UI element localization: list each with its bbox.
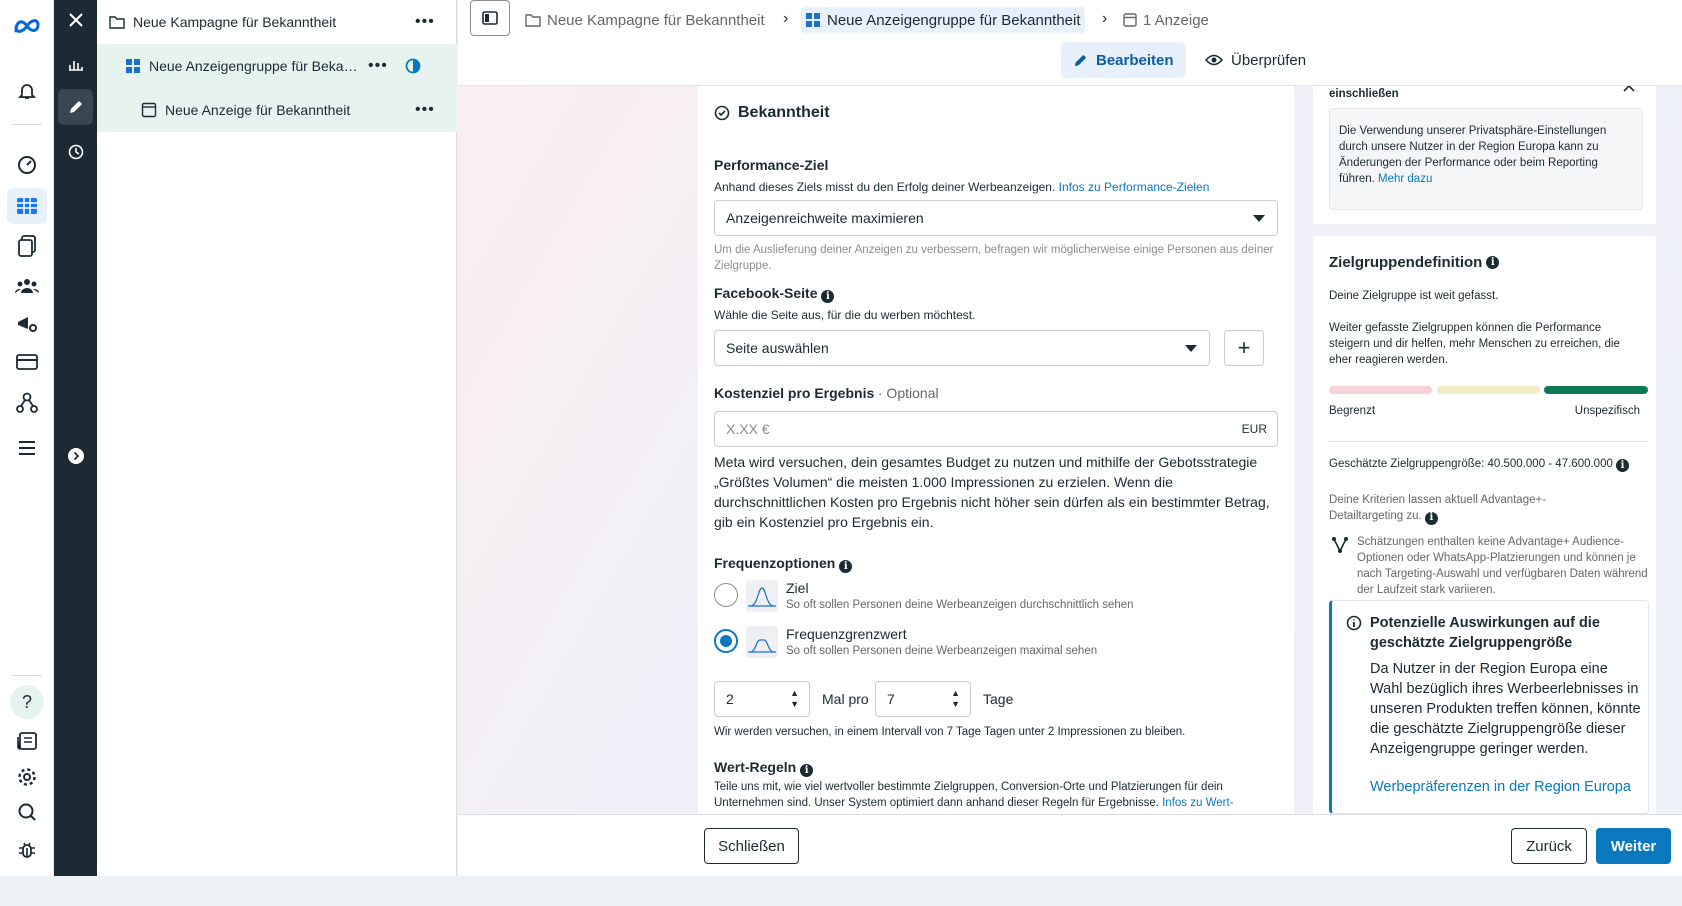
expand-panel-icon[interactable] <box>58 438 93 474</box>
edit-pencil-icon[interactable] <box>58 89 93 125</box>
breadcrumb-ad-label: 1 Anzeige <box>1143 11 1209 29</box>
billing-card-icon[interactable] <box>7 344 47 380</box>
range-left-label: Begrenzt <box>1329 405 1376 417</box>
performance-goal-title: Performance-Ziel <box>714 157 829 173</box>
privacy-text: Die Verwendung unserer Privatsphäre-Einstellungen durch unsere Nutzer in der Region Europa kann zu Änderungen der Performance oder beim Reporting führen. <box>1339 125 1607 185</box>
info-icon[interactable]: i <box>1616 459 1629 472</box>
cost-goal-input[interactable] <box>714 411 1278 447</box>
frequency-target-label: Ziel <box>786 580 809 596</box>
audience-title: Zielgruppendefinition <box>1329 254 1483 271</box>
facebook-page-desc: Wähle die Seite aus, für die du werben möchtest. <box>714 308 976 322</box>
currency-label: EUR <box>1241 422 1267 436</box>
audience-description: Weiter gefasste Zielgruppen können die Performance steigern und dir helfen, mehr Menschen zu erreichen, die eher reagieren werden. <box>1329 322 1620 366</box>
eye-icon <box>1205 54 1223 66</box>
close-icon[interactable] <box>1623 86 1635 92</box>
estimate-note-rest: und können je nach Targeting-Auswahl und verfügbaren Daten während der Laufzeit stark variieren. <box>1357 552 1648 596</box>
audiences-icon[interactable] <box>7 268 47 304</box>
business-tools-icon[interactable] <box>7 385 47 421</box>
add-page-button[interactable] <box>1224 330 1264 366</box>
ad-preferences-link[interactable]: Werbepräferenzen in der Region Europa <box>1370 779 1631 795</box>
days-label: Tage <box>983 691 1014 707</box>
criteria-text: Deine Kriterien lassen aktuell Advantage+-Detailtargeting zu. <box>1329 494 1547 522</box>
megaphone-settings-icon[interactable] <box>7 306 47 342</box>
history-clock-icon[interactable] <box>58 134 93 170</box>
facebook-page-title <box>714 285 834 303</box>
toggle-panel-button[interactable] <box>470 0 510 36</box>
chevron-right-icon: › <box>1102 10 1108 27</box>
settings-gear-icon[interactable] <box>7 759 47 795</box>
info-icon[interactable]: i <box>800 764 813 777</box>
panel-toggle-icon <box>482 11 498 25</box>
adset-settings-card <box>698 86 1294 814</box>
review-button-label: Überprüfen <box>1231 51 1307 69</box>
next-button[interactable]: Weiter <box>1596 828 1671 864</box>
performance-goal-note: Um die Auslieferung deiner Anzeigen zu verbessern, befragen wir möglicherweise einige Personen aus deiner Zielgruppe. <box>714 244 1274 272</box>
frequency-cap-label: Frequenzgrenzwert <box>786 626 907 642</box>
frequency-cap-curve-icon <box>746 626 778 658</box>
estimate-note-bold: Schätzungen enthalten keine Advantage+ Audience-Optionen oder WhatsApp-Platzierungen <box>1357 536 1624 564</box>
info-icon[interactable]: i <box>839 560 852 573</box>
info-icon[interactable]: i <box>1486 256 1499 269</box>
frequency-title-text: Frequenzoptionen <box>714 555 836 571</box>
review-button[interactable] <box>1193 42 1318 78</box>
frequency-days-value: 7 <box>887 691 895 707</box>
news-feed-icon[interactable] <box>7 723 47 759</box>
frequency-target-radio[interactable] <box>714 583 738 607</box>
adset-grid-icon <box>805 12 821 28</box>
frequency-cap-radio[interactable] <box>714 629 738 653</box>
bar-chart-icon[interactable] <box>58 46 93 82</box>
page-bottom-strip <box>0 876 1682 906</box>
performance-goal-select[interactable] <box>714 200 1278 236</box>
ads-manager-table-icon[interactable] <box>7 188 47 224</box>
facebook-page-value: Seite auswählen <box>726 340 829 356</box>
frequency-curve-icon <box>746 580 778 612</box>
audience-meter-limited <box>1329 386 1432 394</box>
facebook-page-select[interactable] <box>714 330 1210 366</box>
breadcrumb-adset-label: Neue Anzeigengruppe für Bekanntheit <box>827 11 1081 29</box>
edit-pencil-icon <box>1073 53 1088 68</box>
audience-meter-mid <box>1437 386 1540 394</box>
privacy-notice-card <box>1313 86 1656 224</box>
folder-icon <box>109 15 125 29</box>
close-button[interactable]: Schließen <box>704 828 799 864</box>
range-right-label: Unspezifisch <box>1574 405 1640 417</box>
privacy-more-link[interactable]: Mehr dazu <box>1378 173 1433 185</box>
chevron-right-icon: › <box>783 10 789 27</box>
breadcrumb-campaign-label: Neue Kampagne für Bekanntheit <box>547 11 765 29</box>
tree-adset-label: Neue Anzeigengruppe für Beka… <box>149 58 358 74</box>
frequency-note: Wir werden versuchen, in einem Intervall von 7 Tage Tagen unter 2 Impressionen zu bleiben. <box>714 726 1186 738</box>
impact-text: Da Nutzer in der Region Europa eine Wahl bezüglich ihres Werbeerlebnisses in unseren Produkten treffen können, könnte die geschätzte Zielgruppengröße dieser Anzeigengruppe geringer werden. <box>1370 661 1641 757</box>
audience-broad-label: Deine Zielgruppe ist weit gefasst. <box>1329 290 1499 302</box>
bell-icon[interactable] <box>7 73 47 109</box>
editor-content <box>458 86 1682 814</box>
cost-goal-text: Meta wird versuchen, dein gesamtes Budget zu nutzen und mithilfe der Gebotsstrategie „Größtes Volumen“ die meisten 1.000 Impressionen zu erzielen. Wenn die durchschnittlichen Kosten pro Ergebnis nicht höher sein dürfen als ein bestimmter Betrag, gib ein Kostenziel pro Ergebnis ein. <box>714 454 1270 530</box>
breadcrumb-ad[interactable] <box>1123 7 1209 33</box>
meta-logo-icon[interactable] <box>7 8 47 44</box>
more-options-icon[interactable]: ••• <box>415 13 435 30</box>
info-icon[interactable]: i <box>821 290 834 303</box>
menu-icon[interactable] <box>7 430 47 466</box>
breadcrumb-campaign[interactable] <box>525 7 765 33</box>
frequency-days-stepper[interactable] <box>875 681 971 717</box>
status-half-circle-icon <box>405 58 421 74</box>
campaign-tree-panel <box>97 0 457 876</box>
objective-heading: Bekanntheit <box>738 104 830 121</box>
tree-item-adset[interactable] <box>97 44 457 88</box>
audience-meter-broad <box>1544 386 1648 394</box>
edit-button[interactable] <box>1061 42 1186 78</box>
breadcrumb-adset[interactable] <box>801 7 1085 33</box>
tree-ad-label: Neue Anzeige für Bekanntheit <box>165 102 351 118</box>
impact-notice <box>1329 600 1649 814</box>
value-rules-link[interactable]: Infos zu Wert- <box>1162 797 1234 809</box>
search-icon[interactable] <box>7 794 47 830</box>
optional-label: · Optional <box>877 385 939 401</box>
value-rules-title-text: Wert-Regeln <box>714 759 797 775</box>
performance-goal-link[interactable]: Infos zu Performance-Zielen <box>1058 180 1210 194</box>
frequency-times-value: 2 <box>726 691 734 707</box>
global-nav-rail <box>0 0 54 876</box>
dropdown-caret-icon <box>1185 345 1197 352</box>
times-per-label: Mal pro <box>822 691 869 707</box>
cost-goal-placeholder: X.XX € <box>726 421 770 437</box>
tree-item-campaign[interactable] <box>97 0 457 44</box>
impact-title: Potenzielle Auswirkungen auf die geschätzte Zielgruppengröße <box>1370 615 1600 651</box>
facebook-page-title-text: Facebook-Seite <box>714 285 818 301</box>
footer-action-bar <box>458 814 1682 876</box>
tree-item-ad[interactable] <box>97 88 457 132</box>
pages-icon[interactable] <box>7 228 47 264</box>
frequency-cap-desc: So oft sollen Personen deine Werbeanzeigen maximal sehen <box>786 645 1098 657</box>
editor-header <box>458 0 1682 86</box>
dashboard-icon[interactable] <box>7 147 47 183</box>
audience-network-icon <box>1331 536 1349 554</box>
value-rules-desc: Teile uns mit, wie viel wertvoller bestimmte Zielgruppen, Conversion-Orte und Platzierungen für dein Unternehmen sind. Unser System optimiert dann anhand dieser Regeln für Ergebnisse. <box>714 781 1223 809</box>
back-button[interactable]: Zurück <box>1511 828 1587 864</box>
audience-definition-card <box>1313 236 1656 814</box>
privacy-title: einschließen <box>1329 88 1399 100</box>
plus-icon: + <box>1237 335 1251 360</box>
more-options-icon[interactable]: ••• <box>415 101 435 118</box>
editor-tools-strip <box>54 0 97 876</box>
value-rules-title <box>714 759 813 777</box>
performance-goal-desc: Anhand dieses Ziels misst du den Erfolg deiner Werbeanzeigen. <box>714 180 1056 194</box>
tree-campaign-label: Neue Kampagne für Bekanntheit <box>133 14 337 30</box>
stepper-arrows-icon[interactable]: ▲ ▼ <box>951 688 960 709</box>
cost-goal-title <box>714 385 939 401</box>
ad-page-icon <box>141 102 157 118</box>
checkmark-circle-icon <box>714 105 730 121</box>
info-circle-icon <box>1346 615 1362 631</box>
ad-page-icon <box>1123 13 1137 27</box>
frequency-target-desc: So oft sollen Personen deine Werbeanzeigen durchschnittlich sehen <box>786 599 1134 611</box>
more-options-icon[interactable]: ••• <box>368 57 388 74</box>
audience-size: Geschätzte Zielgruppengröße: 40.500.000 - 47.600.000 <box>1329 458 1613 470</box>
stepper-arrows-icon[interactable]: ▲ ▼ <box>790 688 799 709</box>
frequency-times-stepper[interactable] <box>714 681 810 717</box>
bug-report-icon[interactable] <box>7 832 47 868</box>
frequency-title <box>714 555 852 573</box>
edit-button-label: Bearbeiten <box>1096 51 1174 69</box>
info-icon[interactable]: i <box>1425 512 1438 525</box>
adset-grid-icon <box>125 58 141 74</box>
close-icon[interactable] <box>58 2 93 38</box>
help-icon[interactable]: ? <box>7 684 47 720</box>
dropdown-caret-icon <box>1253 215 1265 222</box>
folder-icon <box>525 13 541 27</box>
cost-goal-title-text: Kostenziel pro Ergebnis <box>714 385 875 401</box>
performance-goal-value: Anzeigenreichweite maximieren <box>726 210 924 226</box>
